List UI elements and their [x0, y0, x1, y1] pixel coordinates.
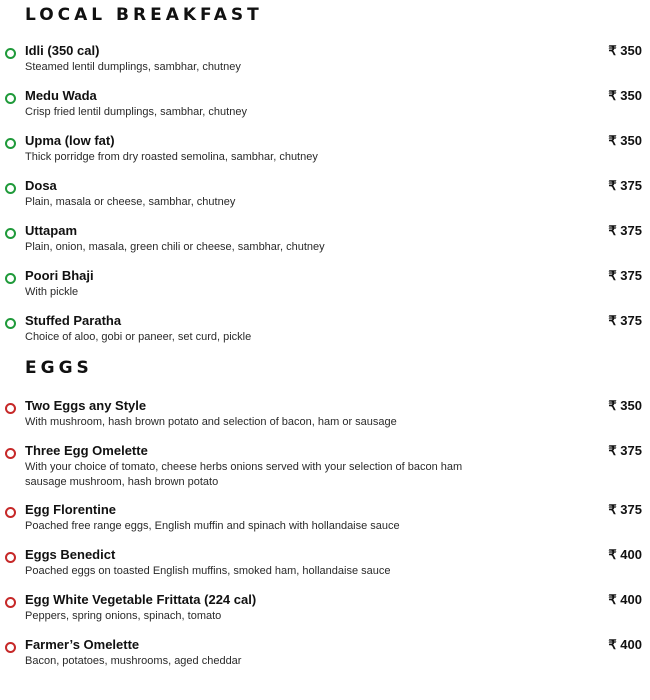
nonveg-indicator-icon [5, 507, 16, 518]
nonveg-indicator-icon [5, 552, 16, 563]
item-price: ₹ 400 [608, 592, 642, 607]
item-name: Medu Wada [25, 88, 97, 103]
item-description: Steamed lentil dumplings, sambhar, chutney [25, 61, 241, 73]
item-price: ₹ 350 [608, 43, 642, 58]
nonveg-indicator-icon [5, 448, 16, 459]
item-description: With mushroom, hash brown potato and selection of bacon, ham or sausage [25, 416, 397, 428]
section-title-eggs: EGGS [25, 358, 93, 378]
veg-indicator-icon [5, 138, 16, 149]
item-price: ₹ 375 [608, 313, 642, 328]
item-name: Dosa [25, 178, 57, 193]
item-price: ₹ 375 [608, 178, 642, 193]
item-price: ₹ 375 [608, 223, 642, 238]
item-description: Plain, masala or cheese, sambhar, chutney [25, 196, 236, 208]
veg-indicator-icon [5, 48, 16, 59]
item-name: Three Egg Omelette [25, 443, 148, 458]
veg-indicator-icon [5, 183, 16, 194]
item-description: With pickle [25, 286, 79, 298]
item-description: Poached free range eggs, English muffin and spinach with hollandaise sauce [25, 520, 400, 532]
item-name: Upma (low fat) [25, 133, 115, 148]
veg-indicator-icon [5, 318, 16, 329]
item-price: ₹ 350 [608, 88, 642, 103]
veg-indicator-icon [5, 228, 16, 239]
item-name: Poori Bhaji [25, 268, 94, 283]
item-description: With your choice of tomato, cheese herbs onions served with your selection of bacon ham sausage mushroom, hash brown potato [25, 461, 463, 488]
item-price: ₹ 400 [608, 547, 642, 562]
item-name: Egg White Vegetable Frittata (224 cal) [25, 592, 257, 607]
nonveg-indicator-icon [5, 642, 16, 653]
veg-indicator-icon [5, 93, 16, 104]
item-description: Choice of aloo, gobi or paneer, set curd, pickle [25, 331, 252, 343]
item-name: Uttapam [25, 223, 78, 238]
item-price: ₹ 400 [608, 637, 642, 652]
item-name: Stuffed Paratha [25, 313, 122, 328]
item-description: Peppers, spring onions, spinach, tomato [25, 610, 222, 622]
veg-indicator-icon [5, 273, 16, 284]
item-description: Crisp fried lentil dumplings, sambhar, chutney [25, 106, 247, 118]
item-name: Eggs Benedict [25, 547, 116, 562]
item-price: ₹ 350 [608, 398, 642, 413]
item-description: Plain, onion, masala, green chili or cheese, sambhar, chutney [25, 241, 325, 253]
item-name: Egg Florentine [25, 502, 116, 517]
nonveg-indicator-icon [5, 403, 16, 414]
item-price: ₹ 375 [608, 268, 642, 283]
section-title-local-breakfast: LOCAL BREAKFAST [25, 5, 263, 25]
item-price: ₹ 375 [608, 443, 642, 458]
item-name: Two Eggs any Style [25, 398, 147, 413]
item-description: Thick porridge from dry roasted semolina, sambhar, chutney [25, 151, 318, 163]
item-description: Poached eggs on toasted English muffins, smoked ham, hollandaise sauce [25, 565, 391, 577]
item-name: Farmer’s Omelette [25, 637, 140, 652]
item-name: Idli (350 cal) [25, 43, 100, 58]
item-description: Bacon, potatoes, mushrooms, aged cheddar [25, 655, 242, 667]
item-price: ₹ 375 [608, 502, 642, 517]
nonveg-indicator-icon [5, 597, 16, 608]
item-price: ₹ 350 [608, 133, 642, 148]
